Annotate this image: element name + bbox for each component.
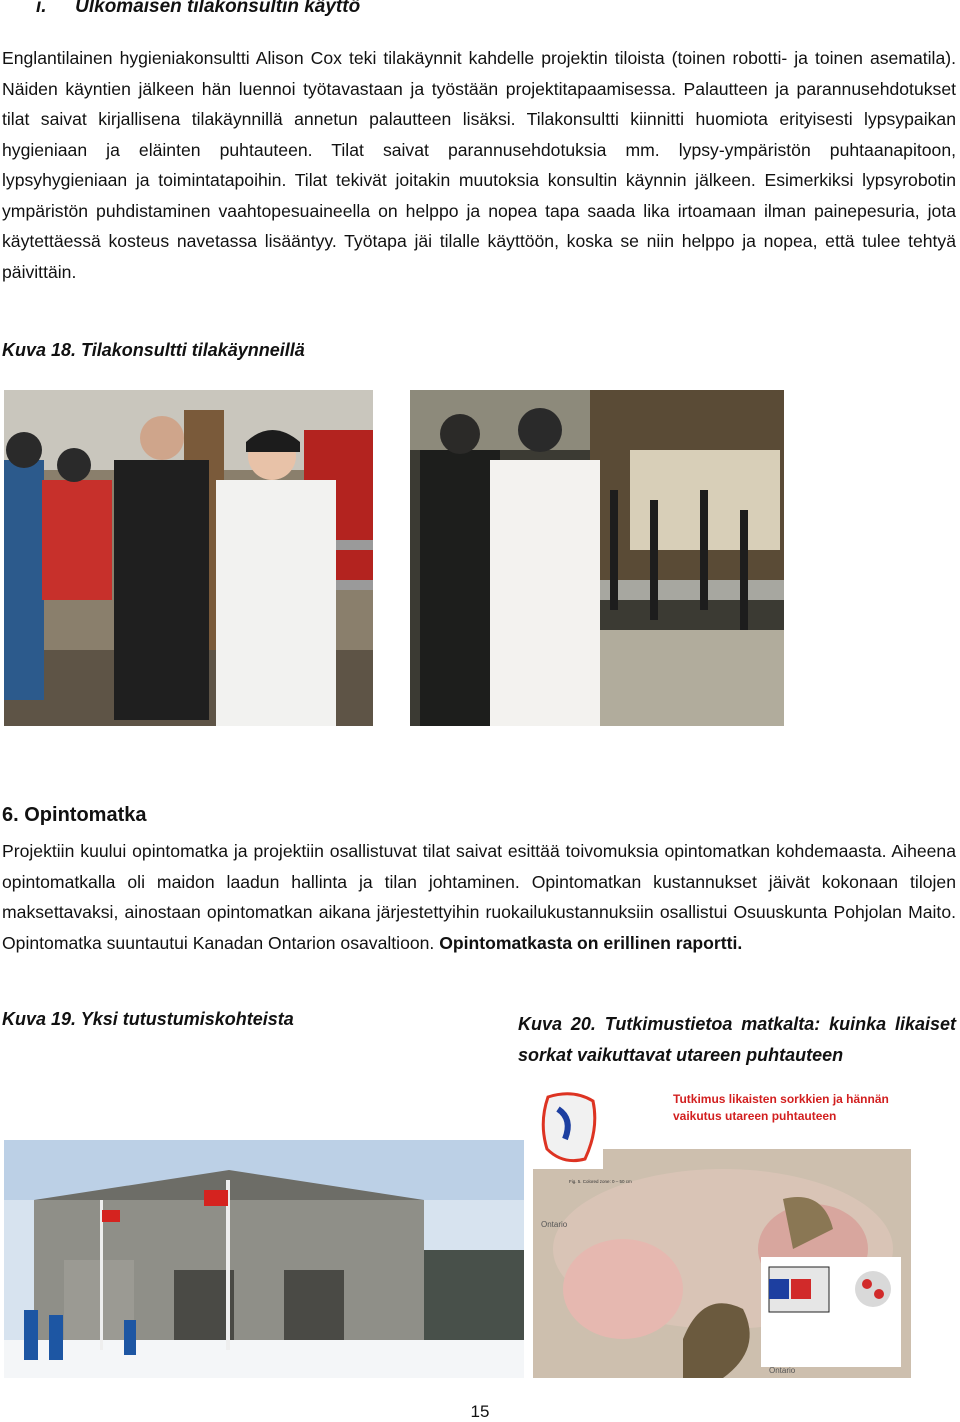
study-trip-text: Projektiin kuului opintomatka ja projektiin osallistuvat tilat saivat esittää toivomuksia opintomatkan kohdemaasta. Aiheena opintomatkalla oli maidon laadun hallinta ja tilan johtaminen. Opintomatkan kustannukset jäivät kokonaan tilojen maksettavaksi, ainostaan opintomatkan aikana järjestettyihin ruokailukustannuksiin osallistui Osuuskunta Pohjolan Maito. Opintomatka suuntautui Kanadan Ontarion osavaltioon. <box>2 841 956 953</box>
section-heading <box>36 0 360 18</box>
research-slide-title-line1: Tutkimus likaisten sorkkien ja hännän <box>673 1092 889 1106</box>
figure-18-caption: Kuva 18. Tilakonsultti tilakäynneillä <box>2 340 305 360</box>
research-slide-title-line2: vaikutus utareen puhtauteen <box>673 1109 837 1123</box>
body-paragraph-consultant: Englantilainen hygieniakonsultti Alison Cox teki tilakäynnit kahdelle projektin tiloista (toinen robotti- ja toinen asematila). Näiden käyntien jälkeen hän luennoi työtavastaan ja työstään projektitapaamisessa. Palautteen ja parannusehdotukset tilat saivat kirjallisena tilakäynnillä annetun palautteen lisäksi. Tilakonsultti kiinnitti huomiota erityisesti lypsypaikan hygieniaan ja eläinten puhtauteen. Tilat saivat parannusehdotuksia mm. lypsy-ympäristön puhtaanapitoon, lypsyhygieniaan ja toimintatapoihin. Tilat tekivät joitakin muutoksia konsultin käynnin jälkeen. Esimerkiksi lypsyrobotin ympäristön puhdistaminen vaahtopesuaineella on helppo ja nopea tapa saada lika irtoamaan ilman painepesuria, jota käytettäessä kosteus navetassa lisääntyy. Työtapa jäi tilalle käyttöön, koska se niin helppo ja nopea, että tulee tehtyä päivittäin. <box>2 48 956 282</box>
research-slide-fig-label: Fig. 5. Colored zone: 0 – 50 cm <box>569 1179 632 1184</box>
photo-milking-parlour <box>410 390 784 726</box>
section-title: Ulkomaisen tilakonsultin käyttö <box>75 0 361 17</box>
body-paragraph-study-trip <box>2 836 956 958</box>
figure-19-caption: Kuva 19. Yksi tutustumiskohteista <box>2 1009 294 1029</box>
research-slide-logo-left: Ontario <box>541 1220 568 1229</box>
study-trip-report-note: Opintomatkasta on erillinen raportti. <box>439 932 743 953</box>
page-number: 15 <box>470 1402 490 1421</box>
section-marker: i. <box>36 0 47 17</box>
section-6-title: 6. Opintomatka <box>2 804 147 826</box>
photo-research-slide <box>533 1089 911 1378</box>
photo-consultant-barn <box>4 390 373 726</box>
research-slide-logo-right: Ontario <box>769 1366 796 1375</box>
photo-farm-building <box>4 1140 524 1378</box>
figure-20-caption: Kuva 20. Tutkimustietoa matkalta: kuinka likaiset sorkat vaikuttavat utareen puhtauteen <box>518 1014 956 1065</box>
